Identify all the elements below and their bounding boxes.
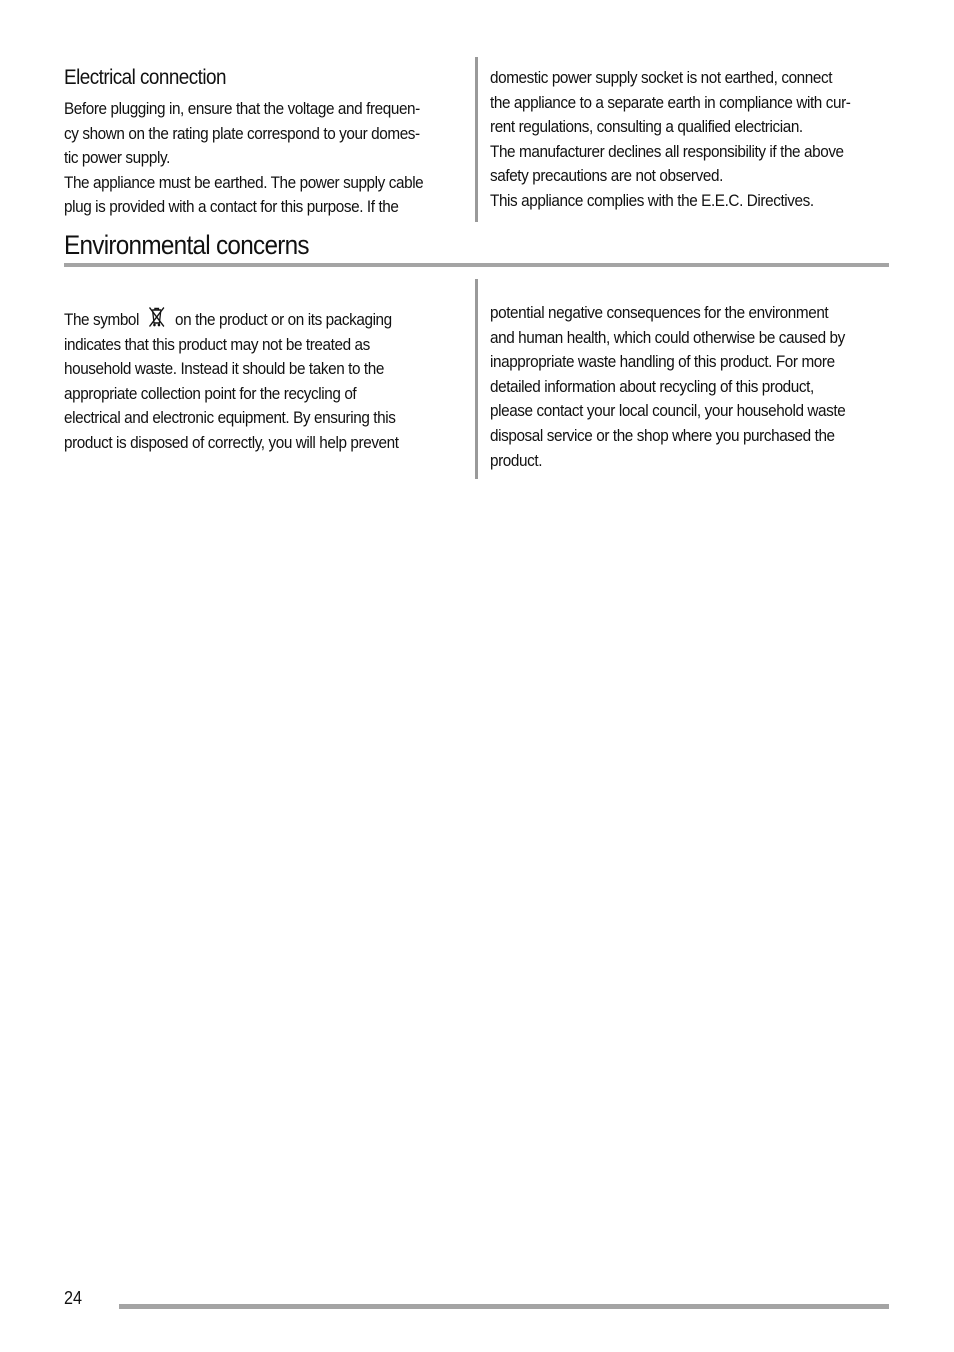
environmental-left-column	[64, 306, 399, 456]
text-line: Before plugging in, ensure that the voltage and frequen-	[64, 99, 420, 118]
text-line: appropriate collection point for the recycling of	[64, 383, 357, 403]
text-line: The appliance must be earthed. The power supply cable	[64, 172, 424, 192]
text-line: detailed information about recycling of this product,	[490, 376, 814, 396]
text-line: safety precautions are not observed.	[490, 166, 723, 186]
crossed-out-wheelie-bin-icon	[148, 306, 166, 328]
text-line: product.	[490, 450, 543, 470]
text-line: The manufacturer declines all responsibility if the above	[490, 141, 844, 161]
text-line: indicates that this product may not be treated as	[64, 334, 370, 354]
text-line: product is disposed of correctly, you will help prevent	[64, 432, 399, 452]
symbol-suffix: on the product or on its packaging	[175, 310, 392, 329]
text-line: tic power supply.	[64, 148, 170, 168]
text-line: cy shown on the rating plate correspond to your domes-	[64, 123, 420, 143]
column-divider	[475, 57, 478, 222]
environmental-concerns-heading: Environmental concerns	[64, 230, 309, 260]
page-number: 24	[64, 1288, 83, 1308]
electrical-right-column	[490, 66, 850, 214]
electrical-connection-heading: Electrical connection	[64, 66, 226, 89]
text-line: and human health, which could otherwise be caused by	[490, 327, 845, 347]
symbol-prefix: The symbol	[64, 310, 140, 329]
footer-rule	[119, 1304, 889, 1309]
electrical-left-column	[64, 97, 423, 220]
text-line: household waste. Instead it should be taken to the	[64, 359, 384, 379]
text-line: rent regulations, consulting a qualified electrician.	[490, 117, 803, 137]
text-line: inappropriate waste handling of this product. For more	[490, 352, 835, 372]
text-line: domestic power supply socket is not earthed, connect	[490, 68, 833, 87]
text-line: This appliance complies with the E.E.C. Directives.	[490, 190, 814, 210]
text-line	[64, 306, 399, 333]
text-line: plug is provided with a contact for this purpose. If the	[64, 197, 399, 217]
environmental-right-column	[490, 301, 845, 473]
text-line: disposal service or the shop where you purchased the	[490, 425, 835, 445]
column-divider	[475, 279, 478, 479]
section-rule	[64, 263, 889, 267]
text-line: please contact your local council, your household waste	[490, 401, 846, 421]
text-line: the appliance to a separate earth in compliance with cur-	[490, 92, 851, 112]
text-line: electrical and electronic equipment. By ensuring this	[64, 408, 396, 428]
text-line: potential negative consequences for the environment	[490, 303, 829, 322]
